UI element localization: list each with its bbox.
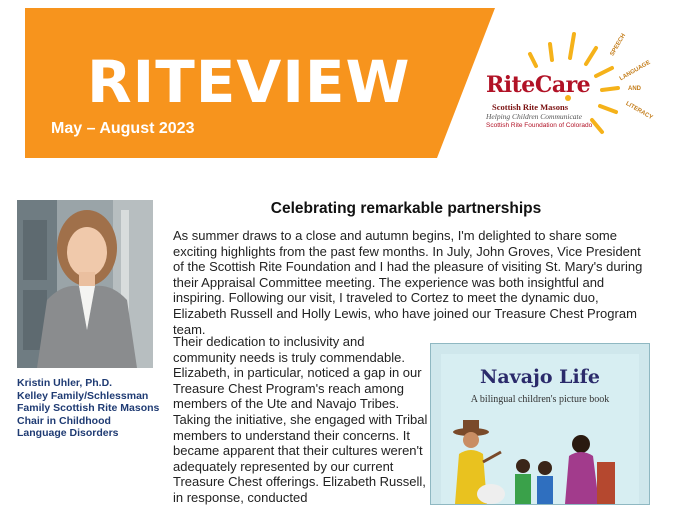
profile-photo [17, 200, 153, 368]
book-subtitle: A bilingual children's picture book [470, 394, 610, 405]
caption-line: Family Scottish Rite Masons [17, 402, 160, 414]
book-title: Navajo Life [479, 366, 601, 388]
ray-label: LITERACY [624, 100, 654, 122]
header-banner [25, 8, 495, 158]
article-paragraph-1: As summer draws to a close and autumn begins, I'm delighted to share some exciting highlights from the past few months. In July, John Groves, Vice President of the Scottish Rite Foundation and I had the pleasure of visiting St. Mary's during their Appraisal Committee meeting. The experience was both insightful and inspiring. Following our visit, I traveled to Cortez to meet the dynamic duo, Elizabeth Russell and Holly Lewis, who have joined our Treasure Chest Program team. [173, 228, 643, 337]
caption-line: Kelley Family/Schlessman [17, 389, 149, 402]
caption-line: Language Disorders [17, 427, 119, 439]
caption-line: Kristin Uhler, Ph.D. [17, 377, 113, 389]
ray-label: SPEECH [609, 32, 628, 58]
photo-caption [17, 377, 167, 440]
logo-tagline-3: Scottish Rite Foundation of Colorado [486, 122, 593, 129]
ritecare-logo [478, 28, 678, 148]
logo-tagline-2: Helping Children Communicate [486, 112, 582, 121]
ray-label: AND [628, 86, 641, 92]
article-headline: Celebrating remarkable partnerships [270, 200, 542, 217]
issue-date: May – August 2023 [51, 120, 195, 137]
article-paragraph-2: Their dedication to inclusivity and community needs is truly commendable. Elizabeth, in particular, noticed a gap in our Treasure Chest Program's reach among members of the Ute and Navajo Tribes. Taking the initiative, she engaged with Tribal members to understand their concerns. It became apparent that their cultures weren't adequately represented by our current Treasure Chest offerings. Elizabeth Russell, in response, conducted [173, 334, 428, 505]
ray-label: LANGUAGE [618, 59, 652, 83]
logo-name: RiteCare [486, 72, 591, 98]
caption-line: Chair in Childhood [17, 414, 111, 427]
book-cover-image [430, 343, 650, 505]
logo-tagline-1: Scottish Rite Masons [492, 102, 569, 112]
newsletter-title: RITEVIEW [87, 48, 411, 116]
